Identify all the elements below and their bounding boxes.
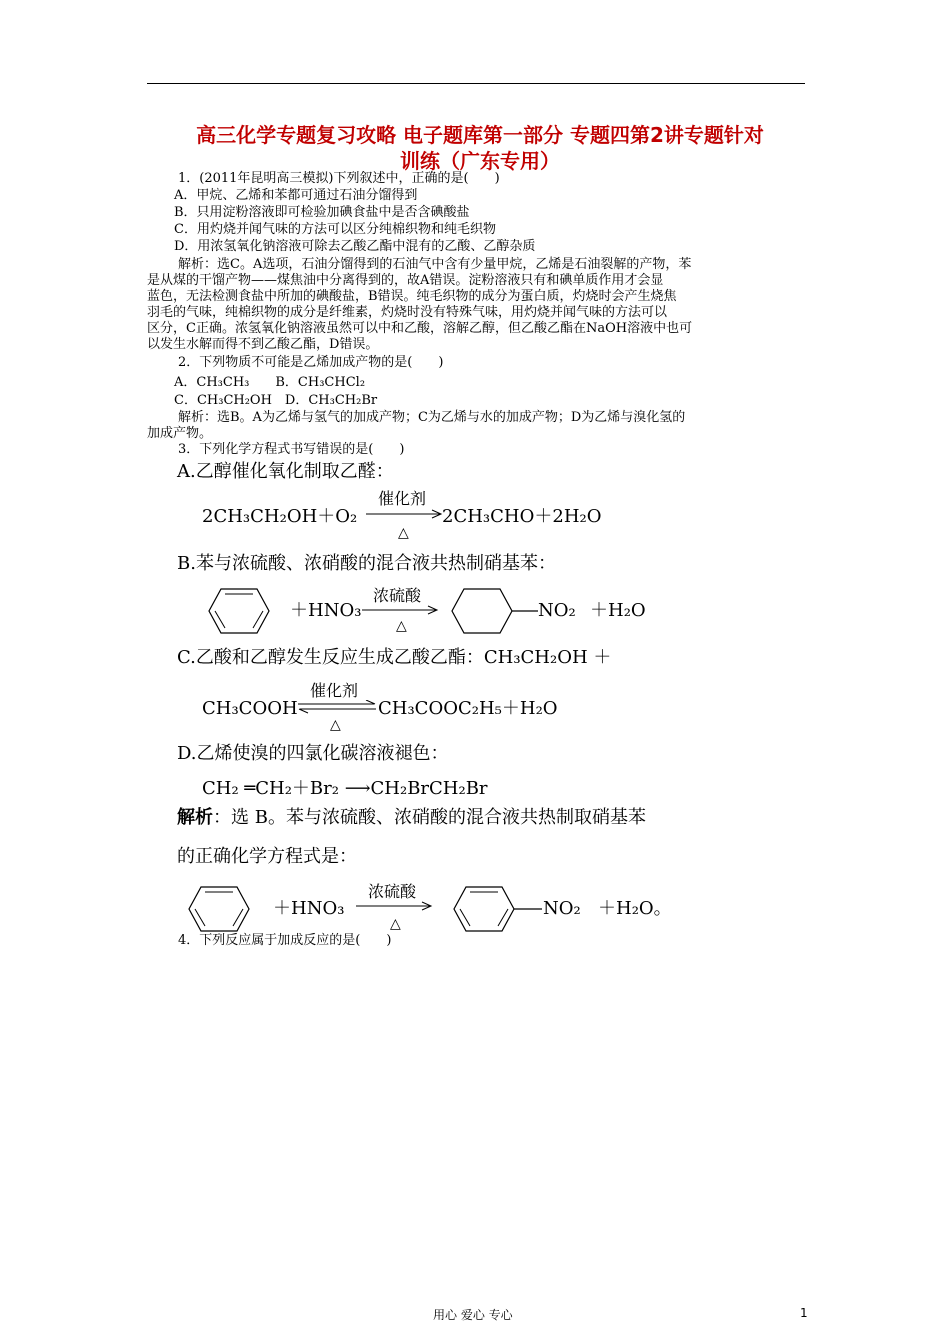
q3-a-equation-right: 2CH₃CHO＋2H₂O	[442, 506, 602, 527]
q3-answer-condition-bottom: △	[390, 916, 401, 932]
q3-option-b: B.苯与浓硫酸、浓硝酸的混合液共热制硝基苯：	[177, 553, 556, 574]
q2-options-cd: C．CH₃CH₂OH D．CH₃CH₂Br	[174, 393, 378, 408]
q3-option-c: C.乙酸和乙醇发生反应生成乙酸乙酯：CH₃CH₂OH ＋	[177, 647, 612, 668]
q3-b-condition-bottom: △	[396, 618, 407, 634]
q2-analysis-2: 加成产物。	[147, 426, 213, 441]
q3-answer-reagent: ＋HNO₃	[273, 898, 345, 919]
q3-b-reagent: ＋HNO₃	[290, 600, 362, 621]
benzene-ring-icon	[452, 884, 544, 934]
q1-option-a: A．甲烷、乙烯和苯都可通过石油分馏得到	[174, 188, 418, 203]
q1-stem: 1．(2011年昆明高三模拟)下列叙述中，正确的是( )	[178, 171, 500, 186]
q3-a-equation-left: 2CH₃CH₂OH＋O₂	[202, 506, 358, 527]
q1-option-c: C．用灼烧并闻气味的方法可以区分纯棉织物和纯毛织物	[174, 222, 496, 237]
q3-answer-condition-top: 浓硫酸	[368, 882, 417, 901]
page-number: 1	[800, 1306, 808, 1320]
q3-a-reaction-arrow	[366, 508, 446, 520]
q3-c-condition-top: 催化剂	[310, 681, 359, 700]
q3-answer-water: ＋H₂O。	[598, 898, 672, 919]
q3-d-equation: CH₂ ═CH₂＋Br₂ ⟶CH₂BrCH₂Br	[202, 778, 488, 799]
q3-analysis-line2: 的正确化学方程式是：	[177, 846, 357, 867]
q1-analysis-3: 蓝色，无法检测食盐中所加的碘酸盐，B错误。纯毛织物的成分为蛋白质，灼烧时会产生烧焦	[147, 289, 677, 304]
q3-stem: 3．下列化学方程式书写错误的是( )	[178, 442, 405, 457]
q2-stem: 2．下列物质不可能是乙烯加成产物的是( )	[178, 355, 444, 370]
q3-option-d: D.乙烯使溴的四氯化碳溶液褪色：	[177, 743, 449, 764]
q3-c-equation-right: CH₃COOC₂H₅＋H₂O	[378, 698, 558, 719]
q1-analysis-6: 以发生水解而得不到乙酸乙酯，D错误。	[147, 337, 379, 352]
q2-options-ab: A．CH₃CH₃ B．CH₃CHCl₂	[174, 375, 366, 390]
q3-answer-reaction-arrow	[356, 900, 436, 912]
q3-analysis-text: ：选 B。苯与浓硫酸、浓硝酸的混合液共热制取硝基苯	[213, 807, 646, 828]
doc-title-line2: 训练（广东专用）	[400, 149, 560, 173]
q3-a-condition-bottom: △	[398, 525, 409, 541]
q4-stem: 4．下列反应属于加成反应的是( )	[178, 933, 392, 948]
q3-b-condition-top: 浓硫酸	[373, 586, 422, 605]
q1-option-d: D．用浓氢氧化钠溶液可除去乙酸乙酯中混有的乙酸、乙醇杂质	[174, 239, 536, 254]
q3-option-a: A.乙醇催化氧化制取乙醛：	[177, 461, 394, 482]
cyclohexane-ring-icon	[450, 586, 540, 636]
q3-c-condition-bottom: △	[330, 717, 341, 733]
q1-analysis-1: 解析：选C。A选项，石油分馏得到的石油气中含有少量甲烷，乙烯是石油裂解的产物，苯	[178, 257, 692, 272]
q3-answer-product: NO₂	[543, 898, 581, 919]
q3-b-product: NO₂	[538, 600, 576, 621]
footer-motto: 用心 爱心 专心	[433, 1308, 513, 1322]
q3-c-equilibrium-arrow	[298, 700, 378, 714]
q3-analysis-label: 解析	[177, 807, 213, 828]
q1-option-b: B．只用淀粉溶液即可检验加碘食盐中是否含碘酸盐	[174, 205, 470, 220]
benzene-ring-icon	[187, 884, 251, 934]
q1-analysis-4: 羽毛的气味，纯棉织物的成分是纤维素，灼烧时没有特殊气味，用灼烧并闻气味的方法可以	[147, 305, 668, 320]
benzene-ring-icon	[207, 586, 271, 636]
doc-title-line1: 高三化学专题复习攻略 电子题库第一部分 专题四第2讲专题针对	[196, 123, 764, 147]
q3-a-condition-top: 催化剂	[378, 489, 427, 508]
q1-analysis-5: 区分，C正确。浓氢氧化钠溶液虽然可以中和乙酸，溶解乙醇，但乙酸乙酯在NaOH溶液中也可	[147, 321, 693, 336]
q2-analysis-1: 解析：选B。A为乙烯与氢气的加成产物；C为乙烯与水的加成产物；D为乙烯与溴化氢的	[178, 410, 686, 425]
q3-analysis-line1	[177, 806, 646, 830]
q3-b-water: ＋H₂O	[590, 600, 646, 621]
q3-c-equation-left: CH₃COOH	[202, 698, 298, 719]
q1-analysis-2: 是从煤的干馏产物——煤焦油中分离得到的，故A错误。淀粉溶液只有和碘单质作用才会显	[147, 273, 664, 288]
header-rule	[147, 83, 805, 84]
